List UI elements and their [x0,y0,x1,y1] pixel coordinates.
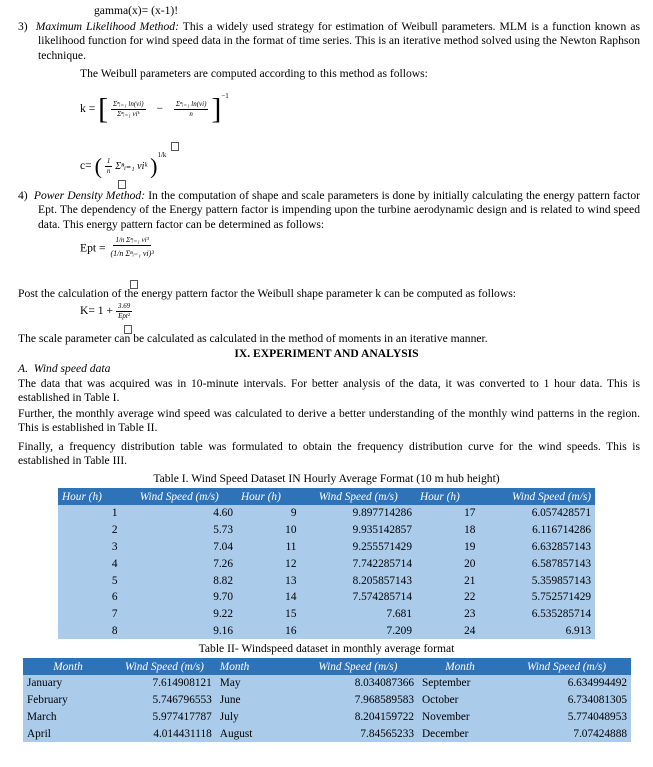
table-cell: 8 [58,623,121,640]
table-cell: 7.26 [121,555,237,572]
table-cell: 9.22 [121,606,237,623]
k-eq-label: k = [80,102,96,115]
table-cell: November [418,709,502,726]
table-cell: September [418,675,502,692]
gamma-formula: gamma(x)= (x-1)! [94,4,179,17]
scale-parameter-text: The scale parameter can be calculated as calculated in the method of moments in an iterative manner. [18,332,488,345]
table-cell: 7.84565233 [298,725,418,742]
table-cell: August [216,725,298,742]
table-2-row [23,675,631,692]
table-cell: 6.057428571 [479,505,595,522]
table-cell: 11 [237,539,300,556]
table-2-row [23,692,631,709]
table-2-header-row [23,658,631,675]
table-cell: 10 [237,522,300,539]
table-cell: 6.587857143 [479,555,595,572]
table-cell: 12 [237,555,300,572]
table-1-row [58,555,595,572]
table-cell: 9.16 [121,623,237,640]
table-1-header: Hour (h) [416,488,479,505]
table-cell: 6.535285714 [479,606,595,623]
c-eq-fraction: $\frac{1}{n}$ [106,156,111,175]
table-cell: 7.209 [300,623,416,640]
table-2-header: Wind Speed (m/s) [113,658,216,675]
table-cell: 8.034087366 [298,675,418,692]
table-cell: 5.73 [121,522,237,539]
section-3-intro: The Weibull parameters are computed according to this method as follows: [80,67,428,80]
table-cell: July [216,709,298,726]
table-cell: 7.681 [300,606,416,623]
section-3-title: Maximum Likelihood Method: [35,20,179,33]
table-cell: 7.742285714 [300,555,416,572]
ept-eq-label: Ept = [80,241,106,255]
table-1-row [58,505,595,522]
table-1-header: Hour (h) [58,488,121,505]
table-cell: 5.752571429 [479,589,595,606]
table-2-header: Month [23,658,113,675]
shape-k-equation [80,302,132,321]
shape-k-label: K= 1 + [80,304,114,318]
table-cell: 5.746796553 [113,692,216,709]
table-cell: 6 [58,589,121,606]
table-2-caption: Table II- Windspeed dataset in monthly average format [198,642,455,655]
table-cell: 7.574285714 [300,589,416,606]
table-cell: 4.014431118 [113,725,216,742]
table-cell: 9 [237,505,300,522]
table-1-row [58,522,595,539]
table-cell: 4.60 [121,505,237,522]
table-cell: 16 [237,623,300,640]
table-1-row [58,606,595,623]
table-1-header-row [58,488,595,505]
table-cell: 6.116714286 [479,522,595,539]
subsection-heading: A. Wind speed data [18,362,111,375]
table-cell: 17 [416,505,479,522]
table-1-row [58,572,595,589]
table-cell: April [23,725,113,742]
table-cell: March [23,709,113,726]
paragraph-3: Finally, a frequency distribution table was formulated to obtain the frequency distribution curve for the wind speeds. This is established in Table III. [18,440,640,468]
table-cell: 6.634994492 [502,675,631,692]
table-cell: 6.734081305 [502,692,631,709]
table-cell: 7.614908121 [113,675,216,692]
section-3-paragraph [18,20,640,63]
ept-eq-fraction: $\frac{\text{1/n Σⁿᵢ₌₁ vi³}}{\text{(1/n Σⁿᵢ₌₁ vi)³}}$ [110,236,154,258]
table-cell: 9.255571429 [300,539,416,556]
section-3-number: 3) [18,20,28,33]
table-cell: 22 [416,589,479,606]
table-1-row [58,539,595,556]
table-2-row [23,709,631,726]
section-4-number: 4) [18,189,28,202]
table-cell: 18 [416,522,479,539]
table-cell: 2 [58,522,121,539]
table-cell: February [23,692,113,709]
table-cell: 1 [58,505,121,522]
table-cell: 20 [416,555,479,572]
table-cell: 5.359857143 [479,572,595,589]
section-4-paragraph [18,189,640,232]
table-1-header: Hour (h) [237,488,300,505]
table-cell: 6.632857143 [479,539,595,556]
table-2-header: Month [216,658,298,675]
table-1-header: Wind Speed (m/s) [479,488,595,505]
table-cell: October [418,692,502,709]
table-2-row [23,725,631,742]
table-1-row [58,623,595,640]
table-cell: 7.04 [121,539,237,556]
table-cell: January [23,675,113,692]
table-cell: 14 [237,589,300,606]
table-cell: 8.204159722 [298,709,418,726]
shape-k-fraction: $\frac{3.69}{\text{Ept²}}$ [117,302,131,320]
section-4-text: In the computation of shape and scale parameters is done by initially calculating the energy pattern factor Ept. The dependency of the Energy pattern factor is impending upon the turbine aerodynamic design and is related to wind speed data. This energy pattern factor can be determined as follows: [38,189,640,231]
table-cell: 21 [416,572,479,589]
table-cell: 5 [58,572,121,589]
table-2-header: Wind Speed (m/s) [502,658,631,675]
table-cell: December [418,725,502,742]
table-2-header: Wind Speed (m/s) [298,658,418,675]
table-cell: 23 [416,606,479,623]
paragraph-2: Further, the monthly average wind speed was calculated to derive a better understanding of the monthly wind patterns in the region. This is established in Table II. [18,407,640,435]
table-cell: 7.968589583 [298,692,418,709]
table-1-header: Wind Speed (m/s) [300,488,416,505]
k-eq-fraction-1: $\frac{\text{Σⁿᵢ₌₁ ln(vi)}}{\text{Σⁿᵢ₌₁ viᵏ}}$ [113,99,144,118]
table-cell: 5.774048953 [502,709,631,726]
table-cell: 9.70 [121,589,237,606]
table-cell: 15 [237,606,300,623]
table-1-row [58,589,595,606]
table-cell: May [216,675,298,692]
k-equation: k = [ $\frac{\text{Σⁿᵢ₌₁ ln(vi)}}{\text{Σⁿᵢ₌₁ viᵏ}}$ − $\frac{\text{Σⁿᵢ₌₁ ln(vi)}}{n}$ ]$^{-1}$ [80,92,229,126]
table-1-caption: Table I. Wind Speed Dataset IN Hourly Average Format (10 m hub height) [153,472,500,485]
table-cell: June [216,692,298,709]
table-2-header: Month [418,658,502,675]
table-cell: 6.913 [479,623,595,640]
table-cell: 8.205857143 [300,572,416,589]
k-eq-fraction-2: $\frac{\text{Σⁿᵢ₌₁ ln(vi)}}{n}$ [175,99,207,118]
c-eq-label: c= [80,159,92,172]
table-cell: 13 [237,572,300,589]
table-cell: 4 [58,555,121,572]
c-equation: c= ( $\frac{1}{n}$ Σⁿᵢ₌₁ viᵏ )$^{1/k}$ [80,142,179,181]
table-cell: 7.07424888 [502,725,631,742]
section-heading: IX. EXPERIMENT AND ANALYSIS [234,347,419,360]
paragraph-1: The data that was acquired was in 10-minute intervals. For better analysis of the data, it was converted to 1 hour data. This is established in Table I. [18,377,640,405]
table-cell: 3 [58,539,121,556]
section-3-text: This a widely used strategy for estimation of Weibull parameters. MLM is a function known as likelihood function for wind speed data in the format of time series. This is an iterative method solved using the Newton Raphson technique. [38,20,640,62]
table-cell: 9.897714286 [300,505,416,522]
table-cell: 7 [58,606,121,623]
ept-equation [80,236,156,262]
section-4-title: Power Density Method: [33,189,146,202]
table-cell: 19 [416,539,479,556]
table-cell: 5.977417787 [113,709,216,726]
table-1-header: Wind Speed (m/s) [121,488,237,505]
post-calculation-text: Post the calculation of the energy pattern factor the Weibull shape parameter k can be computed as follows: [18,287,516,300]
table-2 [23,658,631,742]
table-cell: 24 [416,623,479,640]
table-1 [58,488,595,639]
table-cell: 8.82 [121,572,237,589]
table-cell: 9.935142857 [300,522,416,539]
